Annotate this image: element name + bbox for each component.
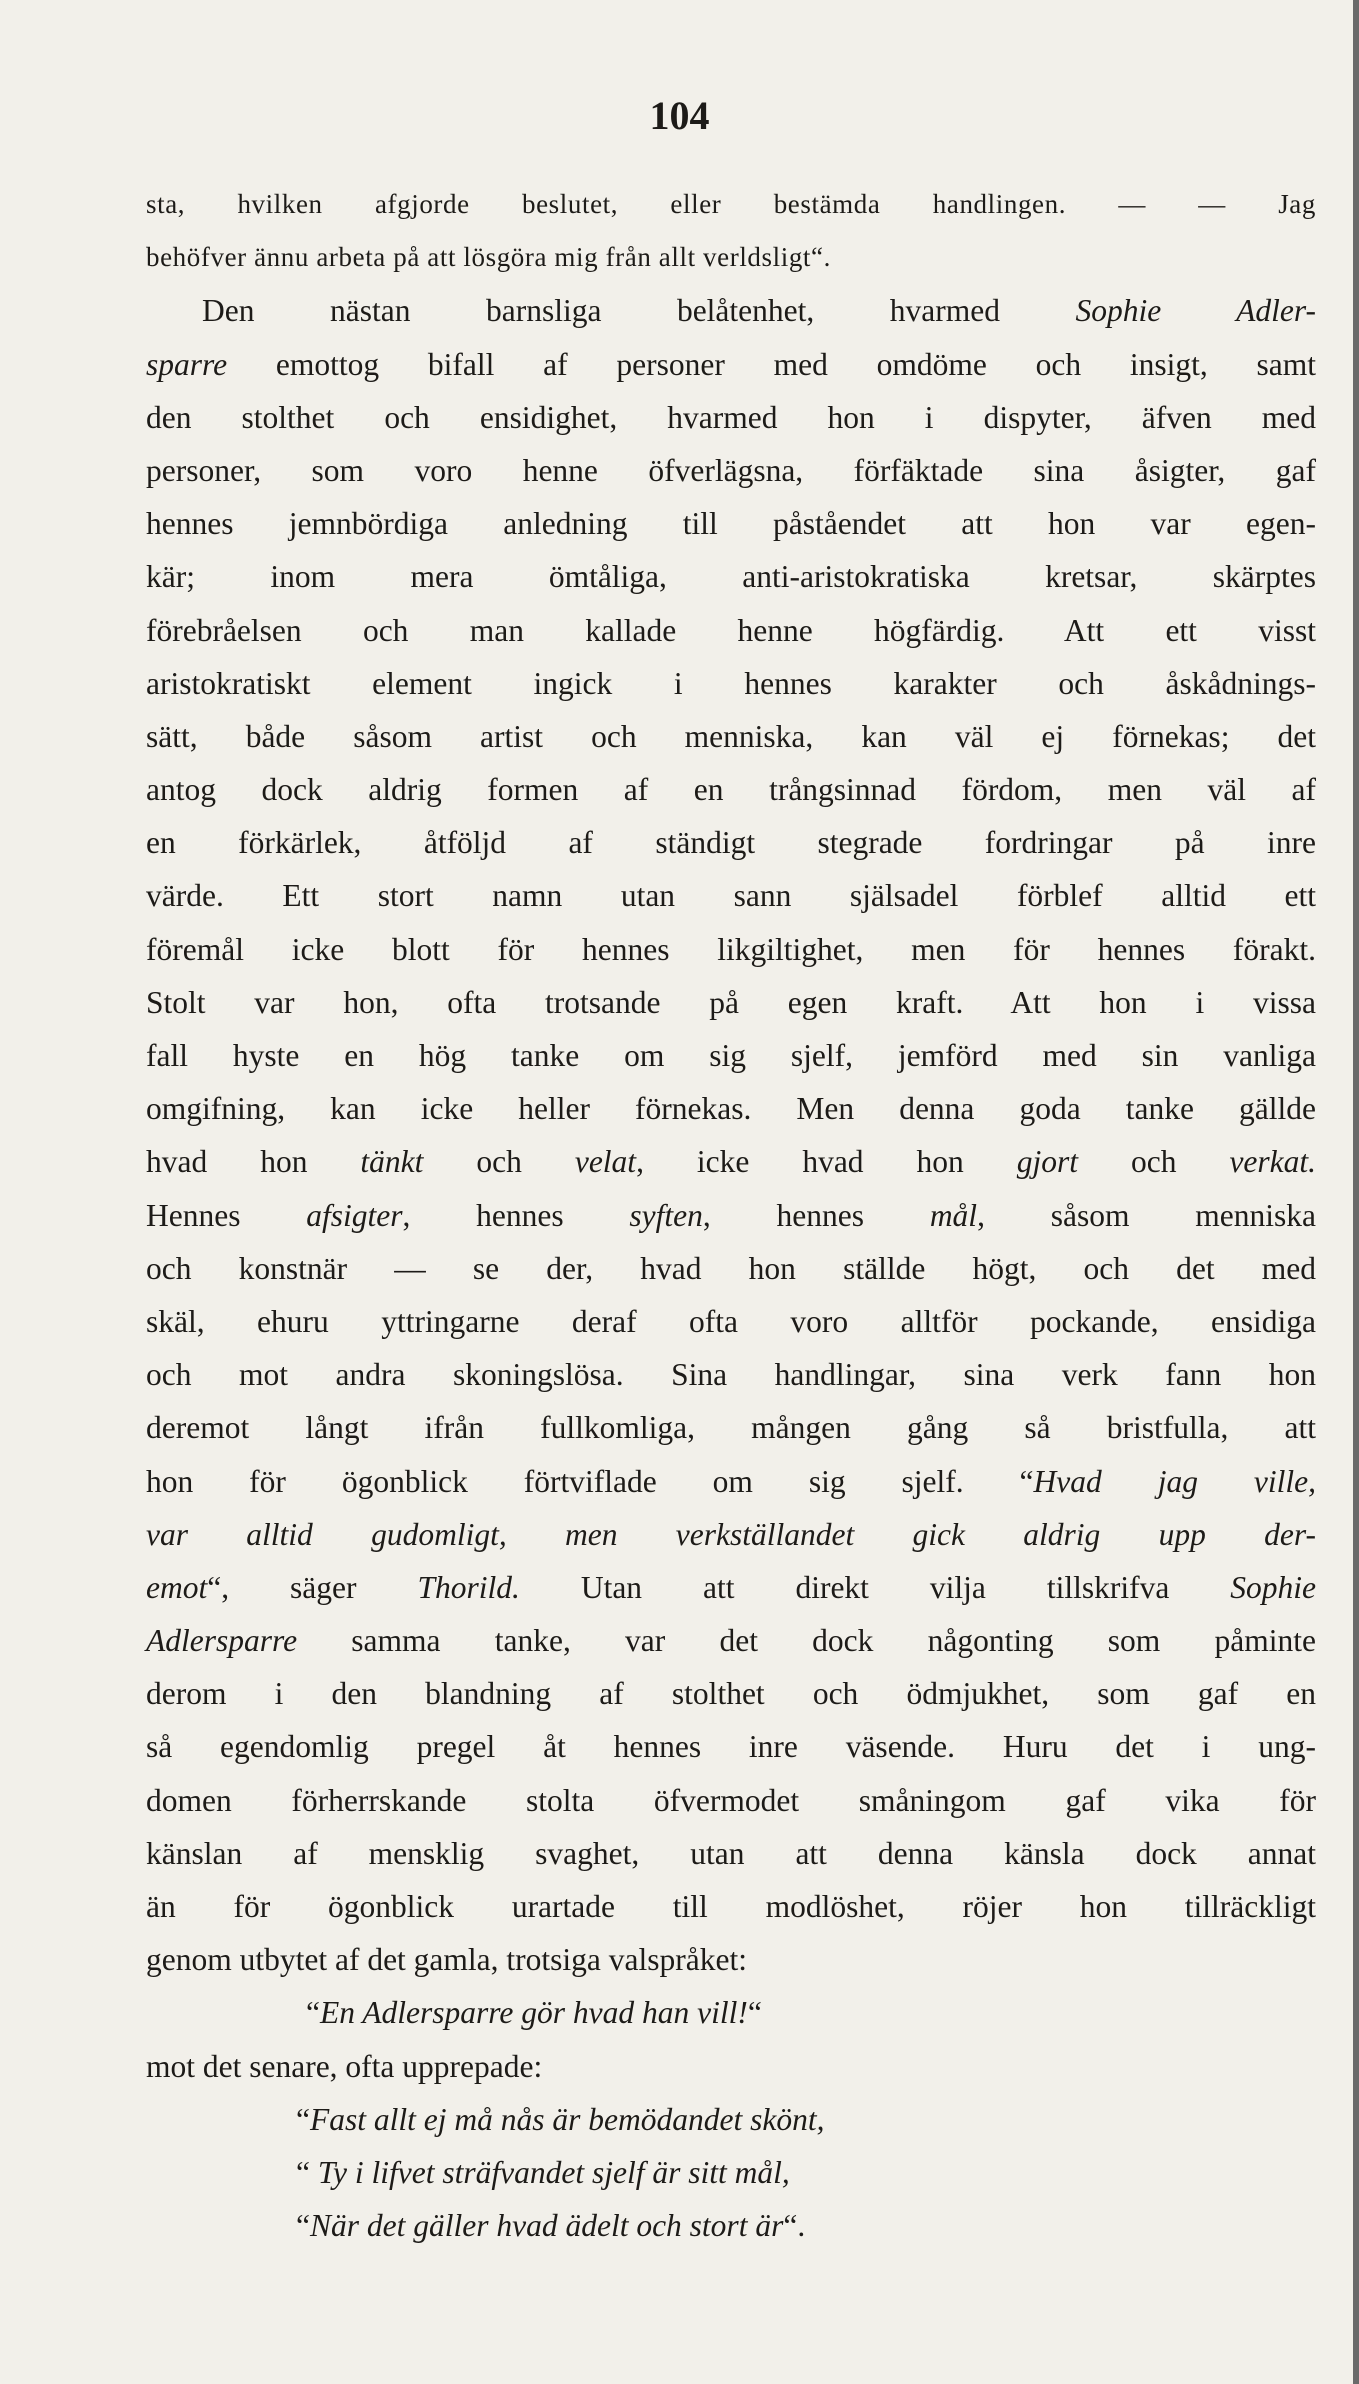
text-line [146,338,1316,391]
text-run: “ [306,1995,320,2031]
text-line [146,869,1316,922]
text-line [146,444,1316,497]
text-line [146,604,1316,657]
text-run: , icke hvad hon [636,1144,1017,1180]
text-line [146,284,1316,337]
text-line [146,1561,1316,1614]
text-run: Den nästan barnsliga belåtenhet, hvarmed [202,293,1076,329]
italic-text: tänkt [360,1144,424,1180]
text-run: “. [783,2208,806,2244]
text-line [146,1667,1316,1720]
text-line [146,763,1316,816]
text-line [146,1720,1316,1773]
text-run: genom utbytet af det gamla, trotsiga valspråket: [146,1942,747,1978]
text-run: Stolt var hon, ofta trotsande på egen kraft. Att hon i vissa [146,984,1316,1020]
text-run: och [1078,1144,1230,1180]
text-line [146,1880,1316,1933]
italic-text: velat [574,1144,637,1180]
text-line [146,2199,1316,2252]
italic-text: Sophie [1230,1569,1316,1605]
text-line [146,1508,1316,1561]
text-run: än för ögonblick urartade till modlöshet, röjer hon tillräckligt [146,1889,1316,1924]
text-line [146,710,1316,763]
text-run: “ [296,2101,310,2137]
italic-text: När det gäller hvad ädelt och stort är [309,2208,784,2244]
text-run: emottog bifall af personer med omdöme och insigt, samt [227,346,1316,382]
italic-text: Thorild. [417,1569,520,1605]
text-run: sta, hvilken afgjorde beslutet, eller bestämda handlingen. — — Jag [146,189,1316,219]
text-line [146,550,1316,603]
italic-text: Sophie Adler- [1075,293,1316,329]
text-run: “, säger [207,1569,418,1605]
page-edge [1353,0,1359,2384]
text-line [146,1242,1316,1295]
text-line [146,1135,1316,1188]
italic-text: Adlersparre [146,1623,298,1659]
italic-text: mål [929,1197,978,1233]
text-run: sätt, både såsom artist och menniska, kan väl ej förnekas; det [146,718,1316,754]
text-run: domen förherrskande stolta öfvermodet småningom gaf vika för [146,1782,1316,1818]
text-line [146,1827,1316,1880]
italic-text: Fast allt ej må nås är bemödandet skönt, [309,2101,825,2137]
text-run: en förkärlek, åtföljd af ständigt stegrade fordringar på inre [146,825,1316,861]
italic-text: gjort [1016,1144,1079,1180]
italic-text: Hvad jag ville, [1033,1463,1316,1499]
text-line [146,178,1316,231]
text-run: föremål icke blott för hennes likgiltighet, men för hennes förakt. [146,931,1316,967]
text-run: hennes jemnbördiga anledning till påståendet att hon var egen- [146,506,1316,542]
text-run: derom i den blandning af stolthet och ödmjukhet, som gaf en [146,1676,1316,1712]
text-run: och mot andra skoningslösa. Sina handlingar, sina verk fann hon [146,1357,1316,1393]
text-line [146,2040,1316,2093]
italic-text: var alltid gudomligt, men verkställandet gick aldrig upp der- [146,1516,1316,1552]
text-line [146,1774,1316,1827]
text-run: hvad hon [146,1144,361,1180]
italic-text: sparre [146,346,228,382]
text-line [146,923,1316,976]
italic-text: afsigter [306,1197,403,1233]
page-number: 104 [649,93,710,138]
italic-text: emot [146,1569,208,1605]
text-run: behöfver ännu arbeta på att lösgöra mig från allt verldsligt“. [146,242,831,273]
text-run: skäl, ehuru yttringarne deraf ofta voro alltför pockande, ensidiga [146,1303,1316,1339]
text-line [146,2146,1316,2199]
text-run: deremot långt ifrån fullkomliga, mången gång så bristfulla, att [146,1410,1316,1446]
italic-text: Ty i lifvet sträfvandet sjelf är sitt mål, [317,2154,790,2190]
text-run: värde. Ett stort namn utan sann själsadel förblef alltid ett [146,878,1316,914]
text-run: fall hyste en hög tanke om sig sjelf, jemförd med sin vanliga [146,1038,1316,1073]
text-line [146,1348,1316,1401]
text-line [146,657,1316,710]
text-line [146,231,1316,284]
text-run: samma tanke, var det dock någonting som påminte [297,1623,1316,1659]
text-run: omgifning, kan icke heller förnekas. Men denna goda tanke gällde [146,1091,1316,1127]
text-run: och konstnär — se der, hvad hon ställde högt, och det med [146,1250,1316,1286]
text-line [146,1189,1316,1242]
italic-text: syften [629,1197,703,1233]
text-line [146,1614,1316,1667]
text-line [146,1933,1316,1986]
text-run: aristokratiskt element ingick i hennes karakter och åskådnings- [146,665,1316,701]
text-run: så egendomlig pregel åt hennes inre väsende. Huru det i ung- [146,1729,1316,1765]
text-line [146,1295,1316,1348]
text-line [146,391,1316,444]
text-run: Utan att direkt vilja tillskrifva [519,1569,1231,1605]
text-line [146,1082,1316,1135]
text-line [146,2093,1316,2146]
text-run: mot det senare, ofta upprepade: [146,2048,543,2084]
text-run: “ [296,2154,318,2190]
text-run: Hennes [146,1197,307,1233]
text-run: kär; inom mera ömtåliga, anti-aristokratiska kretsar, skärptes [146,559,1316,595]
text-line [146,497,1316,550]
text-line [146,976,1316,1029]
text-run: “ [747,1995,762,2031]
text-line [146,816,1316,869]
italic-text: En Adlersparre gör hvad han vill! [319,1995,748,2031]
text-run: , hennes [402,1197,630,1233]
body-text [146,178,1316,2252]
text-run: hon för ögonblick förtviflade om sig sjelf. “ [146,1463,1034,1499]
text-line [146,1401,1316,1454]
text-run: personer, som voro henne öfverlägsna, förfäktade sina åsigter, gaf [146,452,1316,488]
text-line [146,1455,1316,1508]
text-run: antog dock aldrig formen af en trångsinnad fördom, men väl af [146,772,1316,808]
text-run: , såsom menniska [977,1197,1316,1233]
text-run: , hennes [702,1197,930,1233]
text-line [146,1986,1316,2039]
italic-text: verkat. [1229,1144,1317,1180]
text-line [146,1029,1316,1082]
text-run: den stolthet och ensidighet, hvarmed hon i dispyter, äfven med [146,399,1316,435]
text-run: “ [296,2208,310,2244]
text-run: och [423,1144,575,1180]
text-run: känslan af mensklig svaghet, utan att denna känsla dock annat [146,1835,1316,1871]
text-run: förebråelsen och man kallade henne högfärdig. Att ett visst [146,612,1316,648]
